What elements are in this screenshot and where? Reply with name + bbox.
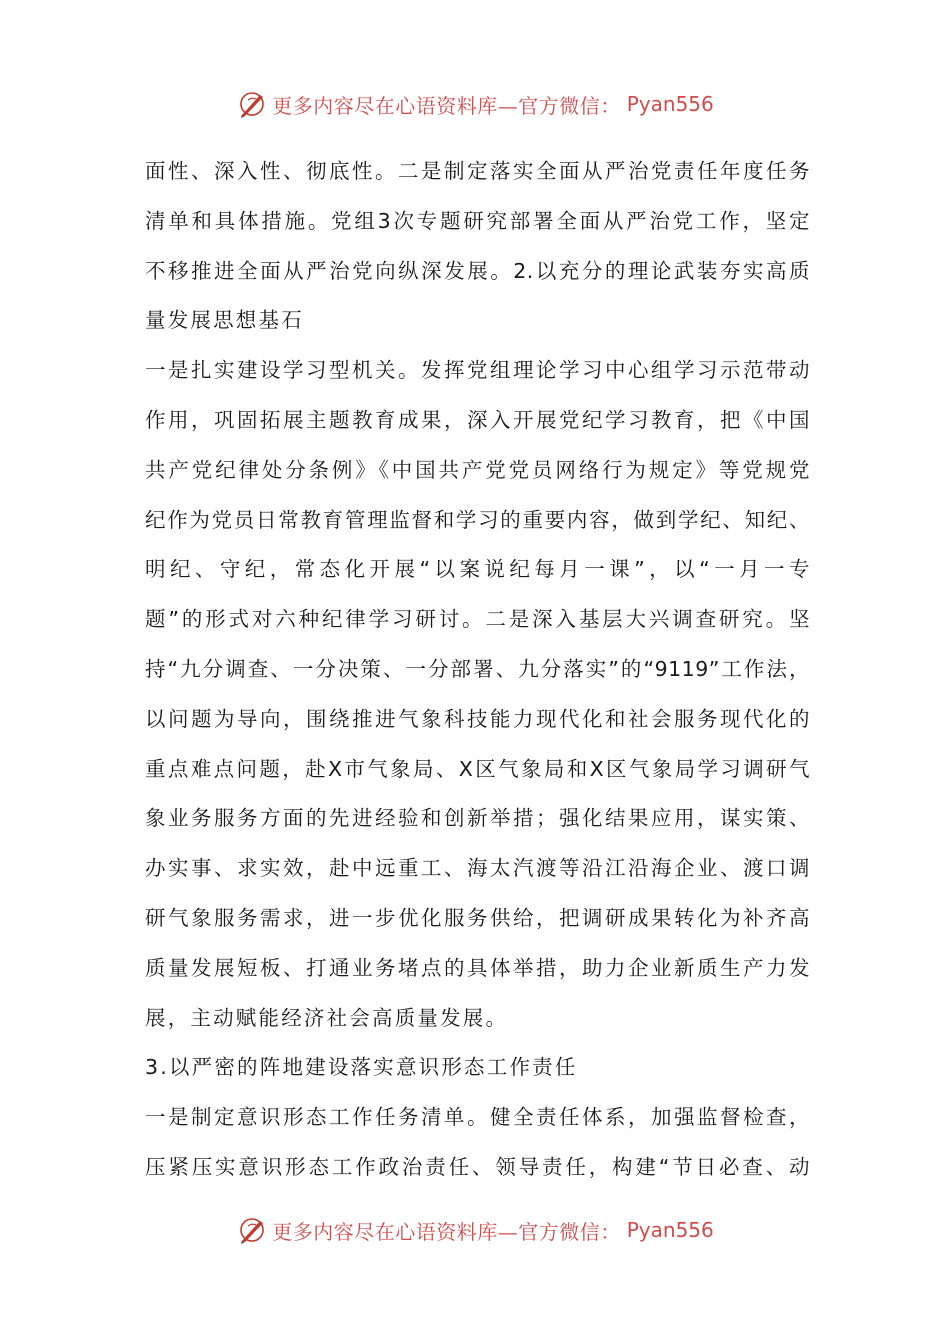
body-line: 研气象服务需求，进一步优化服务供给，把调研成果转化为补齐高: [145, 905, 810, 930]
body-line: 压紧压实意识形态工作政治责任、领导责任，构建“节日必查、动: [145, 1154, 810, 1179]
body-line: 办实事、求实效，赴中远重工、海太汽渡等沿江沿海企业、渡口调: [145, 856, 810, 881]
quill-pen-logo-icon: [236, 1214, 268, 1246]
quill-pen-logo-icon: [236, 88, 268, 120]
body-line: 共产党纪律处分条例》《中国共产党党员网络行为规定》等党规党: [145, 457, 810, 482]
body-line: 以问题为导向，围绕推进气象科技能力现代化和社会服务现代化的: [145, 706, 810, 731]
body-line: 量发展思想基石: [145, 308, 304, 333]
header-banner: [0, 84, 950, 124]
header-wechat-id: Pyan556: [626, 92, 714, 116]
body-line: 清单和具体措施。党组3次专题研究部署全面从严治党工作，坚定: [145, 208, 810, 233]
body-line: 持“九分调查、一分决策、一分部署、九分落实”的“9119”工作法，: [145, 656, 810, 681]
body-line: 一是扎实建设学习型机关。发挥党组理论学习中心组学习示范带动: [145, 358, 810, 383]
body-line: 作用，巩固拓展主题教育成果，深入开展党纪学习教育，把《中国: [145, 407, 810, 432]
body-line: 象业务服务方面的先进经验和创新举措；强化结果应用，谋实策、: [145, 806, 810, 831]
body-line: 展，主动赋能经济社会高质量发展。: [145, 1005, 509, 1030]
body-line: 纪作为党员日常教育管理监督和学习的重要内容，做到学纪、知纪、: [145, 507, 810, 532]
footer-banner: [0, 1210, 950, 1250]
header-banner-text: 更多内容尽在心语资料库—官方微信：: [272, 93, 621, 118]
body-line: 不移推进全面从严治党向纵深发展。2.以充分的理论武装夯实高质: [145, 258, 810, 283]
document-body: [145, 147, 810, 1193]
footer-banner-text: 更多内容尽在心语资料库—官方微信：: [272, 1219, 621, 1244]
body-line: 题”的形式对六种纪律学习研讨。二是深入基层大兴调查研究。坚: [145, 607, 810, 632]
body-line: 重点难点问题，赴X市气象局、X区气象局和X区气象局学习调研气: [145, 756, 810, 781]
body-line: 明纪、守纪，常态化开展“以案说纪每月一课”，以“一月一专: [145, 557, 810, 582]
body-line: 质量发展短板、打通业务堵点的具体举措，助力企业新质生产力发: [145, 955, 810, 980]
footer-wechat-id: Pyan556: [626, 1218, 714, 1242]
body-line: 一是制定意识形态工作任务清单。健全责任体系，加强监督检查，: [145, 1105, 810, 1130]
body-line: 面性、深入性、彻底性。二是制定落实全面从严治党责任年度任务: [145, 159, 810, 183]
section-heading: 3.以严密的阵地建设落实意识形态工作责任: [145, 1055, 578, 1080]
